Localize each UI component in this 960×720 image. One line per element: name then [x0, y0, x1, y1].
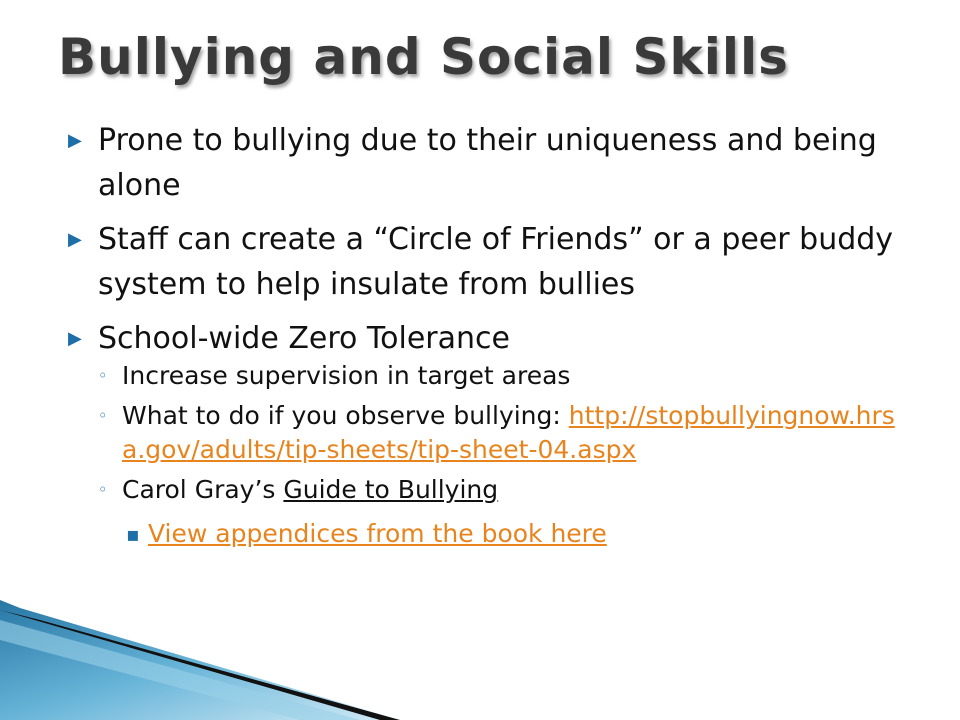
circle-bullet-icon: ◦ — [98, 480, 108, 499]
sub-sub-bullet-item — [68, 517, 898, 551]
book-title: Guide to Bullying — [283, 475, 499, 504]
sub-bullet-item — [68, 473, 898, 507]
bullet-text: Prone to bullying due to their uniqueness and being alone — [98, 123, 877, 203]
circle-bullet-icon: ◦ — [98, 366, 108, 385]
square-bullet-icon: ▪ — [126, 522, 140, 546]
sub-bullet-text: Carol Gray’s — [122, 475, 284, 504]
bullet-text: School-wide Zero Tolerance — [98, 321, 510, 356]
sub-bullet-list — [68, 359, 898, 551]
bullet-text: Staff can create a “Circle of Friends” or a peer buddy system to help insulate from bullies — [98, 222, 894, 302]
bullet-item — [68, 217, 898, 307]
sub-bullet-text: What to do if you observe bullying: — [122, 401, 569, 430]
sub-bullet-text: Increase supervision in target areas — [122, 361, 571, 390]
appendices-link[interactable]: View appendices from the book here — [148, 519, 607, 548]
corner-swoosh-decoration — [0, 590, 400, 720]
sub-bullet-item — [68, 359, 898, 393]
right-arrow-icon: ▶ — [68, 328, 82, 349]
slide-title: Bullying and Social Skills — [58, 28, 789, 86]
stopbullying-link[interactable]: http://stopbullyingnow.hrsa.gov/adults/tip-sheets/tip-sheet-04.aspx — [122, 401, 895, 464]
right-arrow-icon: ▶ — [68, 130, 82, 151]
right-arrow-icon: ▶ — [68, 229, 82, 250]
circle-bullet-icon: ◦ — [98, 406, 108, 425]
bullet-item — [68, 316, 898, 361]
bullet-item — [68, 118, 898, 208]
sub-bullet-item — [68, 399, 898, 467]
slide-body — [68, 118, 898, 551]
